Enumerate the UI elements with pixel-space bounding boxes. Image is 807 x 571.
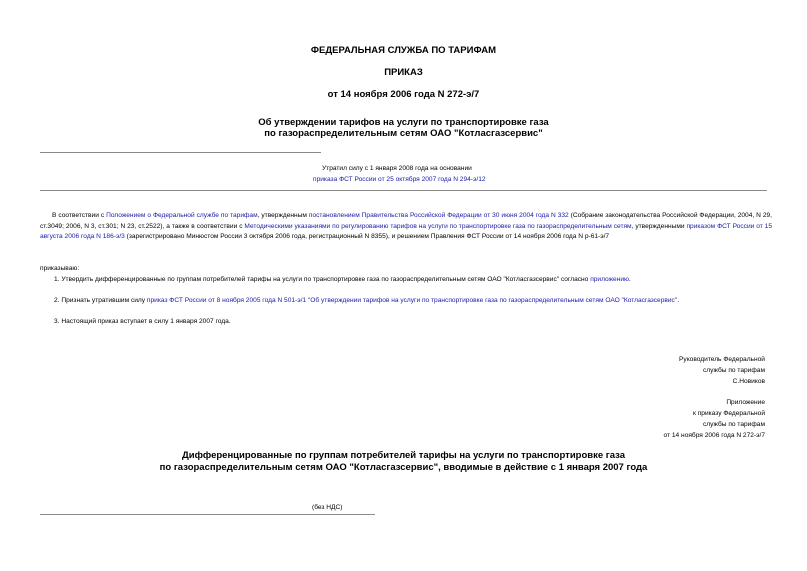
item-1 — [54, 275, 631, 286]
appendix-ref-1: к приказу Федеральной — [693, 410, 765, 417]
item-3: 3. Настоящий приказ вступает в силу 1 января 2007 года. — [54, 318, 231, 325]
preamble-text: (Собрание законодательства Российской Федерации, 2004, N 29, ст.3049; 2006, N 3, ст.301; N 23, ст.2522), а также в соответствии с — [40, 212, 773, 230]
preamble-text: (зарегистрировано Минюстом России 3 октября 2006 года, регистрационный N 8355), и решением Правления ФСТ России от 14 ноября 2006 года N р-61-э/7 — [124, 233, 610, 241]
divider — [40, 190, 767, 191]
orders-word: приказываю: — [40, 265, 80, 272]
divider — [40, 514, 375, 515]
document-date-number: от 14 ноября 2006 года N 272-э/7 — [327, 89, 480, 100]
repeal-note: Утратил силу с 1 января 2008 года на основании — [322, 165, 472, 172]
appendix-label: Приложение — [726, 399, 765, 406]
appendix-link[interactable]: приложению — [590, 276, 629, 283]
item-2-end: . — [677, 297, 680, 304]
regulation-link[interactable]: Положением о Федеральной службе по тарифам — [106, 212, 258, 219]
document-type: ПРИКАЗ — [384, 67, 423, 78]
document-title-line-1: Об утверждении тарифов на услуги по транспортировке газа — [258, 117, 549, 128]
signature-name: С.Новиков — [732, 378, 765, 385]
item-1-text: 1. Утвердить дифференцированные по группам потребителей тарифы на услуги по транспортировке газа по газораспределительным сетям ОАО "Котласгазсервис" согласно — [54, 276, 591, 283]
fst-order-link[interactable]: приказом ФСТ России от 15 августа 2006 года N 186-э/3 — [40, 222, 773, 241]
appendix-ref-3: от 14 ноября 2006 года N 272-э/7 — [663, 432, 765, 439]
document-title-line-2: по газораспределительным сетям ОАО "Котласгазсервис" — [264, 128, 543, 139]
item-2-text: 2. Признать утратившим силу — [54, 297, 147, 304]
repealed-order-link[interactable]: приказ ФСТ России от 8 ноября 2005 года N 501-э/1 "Об утверждении тарифов на услуги по транспортировке газа по газораспределительным сетям ОАО "Котласгазсервис" — [146, 297, 678, 304]
appendix-title-line-2: по газораспределительным сетям ОАО "Котласгазсервис", вводимые в действие с 1 января 2007 года — [159, 462, 648, 473]
appendix-ref-2: службы по тарифам — [702, 421, 765, 428]
item-2 — [54, 296, 679, 307]
agency-name: ФЕДЕРАЛЬНАЯ СЛУЖБА ПО ТАРИФАМ — [310, 45, 497, 56]
preamble-text: В соответствии с — [52, 212, 107, 219]
appendix-title-line-1: Дифференцированные по группам потребителей тарифы на услуги по транспортировке газа — [181, 450, 626, 461]
preamble-text: , утвержденными — [631, 222, 687, 230]
methodical-guidelines-link[interactable]: Методическими указаниями по регулированию тарифов на услуги по транспортировке газа по газораспределительным сетям — [244, 222, 632, 230]
vat-note: (без НДС) — [312, 504, 343, 511]
repeal-link[interactable] — [313, 175, 486, 186]
preamble-paragraph — [40, 211, 772, 243]
signature-title-1: Руководитель Федеральной — [679, 356, 765, 363]
repeal-order-link[interactable]: приказа ФСТ России от 25 октября 2007 года N 294-э/12 — [313, 176, 486, 183]
divider — [40, 152, 321, 153]
preamble-text: , утвержденным — [257, 212, 309, 219]
government-decree-link[interactable]: постановлением Правительства Российской Федерации от 30 июня 2004 года N 332 — [308, 212, 569, 219]
signature-title-2: службы по тарифам — [702, 367, 765, 374]
item-1-end: . — [628, 276, 631, 283]
